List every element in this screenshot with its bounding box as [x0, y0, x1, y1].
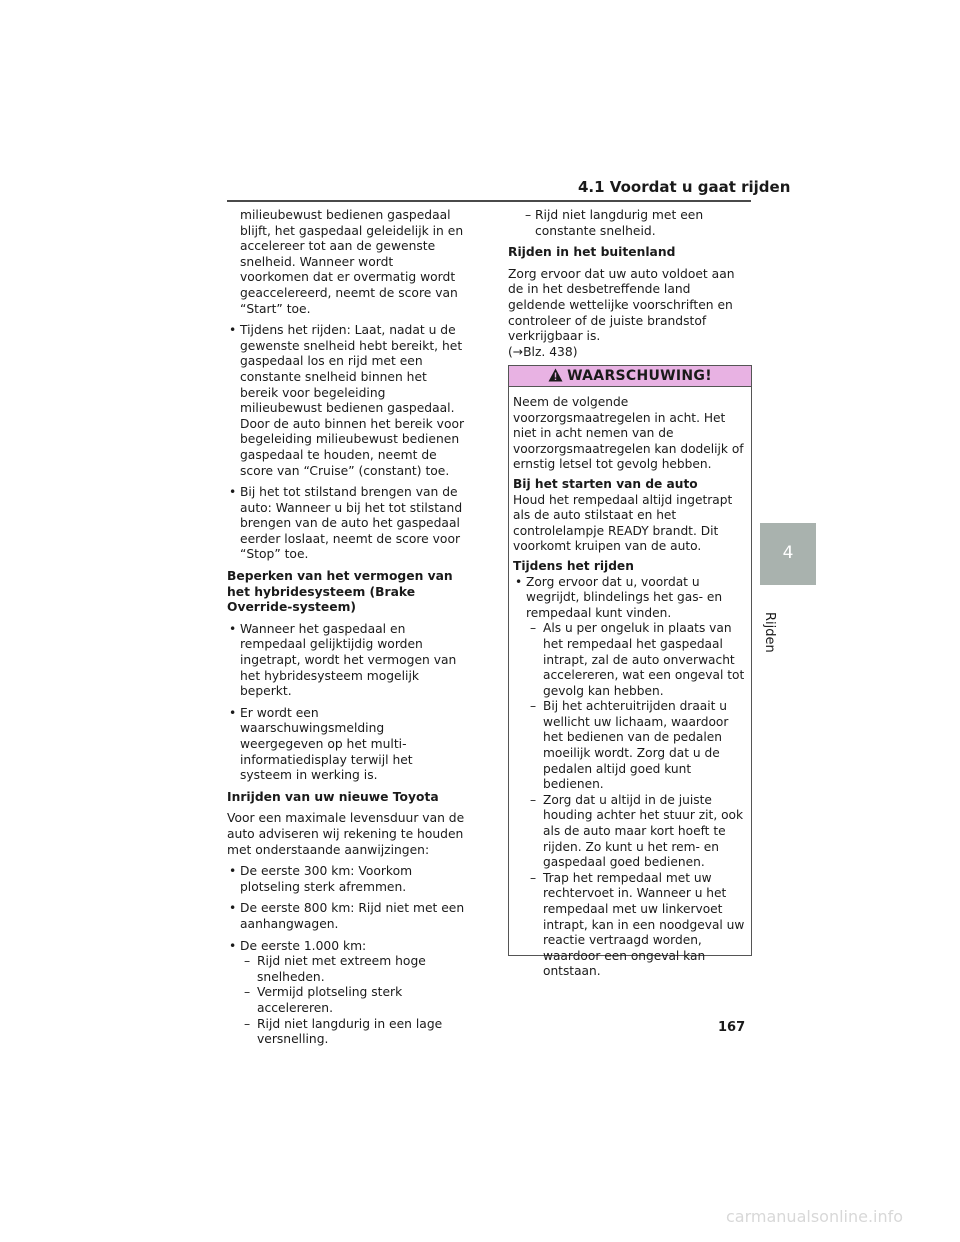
bullet-pedals: • Zorg ervoor dat u, voordat u wegrijdt, blindelings het gas- en rempedaal kunt vinden.: [513, 575, 747, 622]
chapter-number: 4: [782, 543, 794, 563]
heading-run-in: Inrijden van uw nieuwe Toyota: [227, 789, 439, 804]
section-header: 4.1 Voordat u gaat rijden: [578, 178, 791, 196]
abroad-text: Zorg ervoor dat uw auto voldoet aan de in het desbetreffende land geldende wettelijke voorschriften en controleer of de juiste brandstof verkrijgbaar is.: [508, 266, 735, 344]
bullet-stop: • Bij het tot stilstand brengen van de auto: Wanneer u bij het tot stilstand brengen van de auto het gaspedaal eerder loslaat, neemt de score voor “Stop” toe.: [227, 485, 465, 563]
header-divider: [227, 200, 751, 202]
bullet-driving: • Tijdens het rijden: Laat, nadat u de gewenste snelheid hebt bereikt, het gaspedaal los en rijd met een constante snelheid binnen het bereik voor begeleiding milieubewust bedienen gaspedaal. Door de auto binnen het bereik voor begeleiding milieubewust bedienen gaspedaal te houden, neemt de score van “Cruise” (constant) toe.: [227, 323, 465, 479]
warning-intro: Neem de volgende voorzorgsmaatregelen in acht. Het niet in acht nemen van de voorzorgsmaatregelen kan dodelijk of ernstig letsel tot gevolg hebben.: [513, 395, 744, 472]
chapter-label-text: Rijden: [762, 612, 777, 653]
dash-item: – Rijd niet langdurig in een lage versnelling.: [227, 1017, 465, 1048]
dash-item: – Rijd niet langdurig met een constante snelheid.: [508, 208, 751, 239]
dash-item: – Trap het rempedaal met uw rechtervoet in. Wanneer u het rempedaal met uw linkervoet intrapt, kan in een noodgeval uw reactie vertraagd worden, waardoor een ongeval kan ontstaan.: [513, 871, 747, 980]
warning-header: [509, 366, 751, 387]
bullet-800km: • De eerste 800 km: Rijd niet met een aanhangwagen.: [227, 901, 465, 932]
warning-box: [508, 365, 752, 979]
bullet-brake-2: • Er wordt een waarschuwingsmelding weergegeven op het multi-informatiedisplay terwijl het systeem in werking is.: [227, 706, 465, 784]
dash-item: – Als u per ongeluk in plaats van het rempedaal het gaspedaal intrapt, zal de auto onverwacht accelereren, wat een ongeval tot gevolg kan hebben.: [513, 621, 747, 699]
warning-body: [509, 387, 751, 980]
run-in-intro: Voor een maximale levensduur van de auto adviseren wij rekening te houden met onderstaande aanwijzingen:: [227, 811, 465, 857]
bullet-1000km: • De eerste 1.000 km:: [227, 939, 465, 955]
bullet-brake-1: • Wanneer het gaspedaal en rempedaal gelijktijdig worden ingetrapt, wordt het vermogen van het hybridesysteem mogelijk beperkt.: [227, 622, 465, 700]
right-column: [508, 208, 751, 366]
dash-item: – Bij het achteruitrijden draait u wellicht uw lichaam, waardoor het bedienen van de pedalen moeilijk wordt. Zorg dat u de pedalen altijd goed kunt bedienen.: [513, 699, 747, 793]
heading-abroad: Rijden in het buitenland: [508, 245, 676, 260]
dash-item: – Rijd niet met extreem hoge snelheden.: [227, 954, 465, 985]
starting-text: Houd het rempedaal altijd ingetrapt als de auto stilstaat en het controlelampje READY brandt. Dit voorkomt kruipen van de auto.: [513, 492, 733, 554]
watermark: carmanualsonline.info: [726, 1207, 904, 1226]
intro-continuation: milieubewust bedienen gaspedaal blijft, het gaspedaal geleidelijk in en accelereer tot aan de gewenste snelheid. Wanneer wordt voorkomen dat er overmatig wordt geaccelereerd, neemt de score van “Start” toe.: [240, 208, 464, 316]
abroad-page-reference: (→Blz. 438): [508, 344, 578, 359]
left-column: [227, 208, 465, 1048]
warning-triangle-icon: [548, 367, 563, 386]
heading-brake-override: Beperken van het vermogen van het hybridesysteem (Brake Override-systeem): [227, 569, 453, 615]
heading-while-driving: Tijdens het rijden: [513, 558, 634, 573]
warning-title: WAARSCHUWING!: [567, 368, 712, 384]
dash-item: – Vermijd plotseling sterk accelereren.: [227, 985, 465, 1016]
page-number: 167: [718, 1020, 746, 1035]
bullet-300km: • De eerste 300 km: Voorkom plotseling sterk afremmen.: [227, 864, 465, 895]
heading-starting: Bij het starten van de auto: [513, 476, 698, 491]
dash-item: – Zorg dat u altijd in de juiste houding achter het stuur zit, ook als de auto maar kort hoeft te rijden. Zo kunt u het rem- en gaspedaal goed bedienen.: [513, 793, 747, 871]
